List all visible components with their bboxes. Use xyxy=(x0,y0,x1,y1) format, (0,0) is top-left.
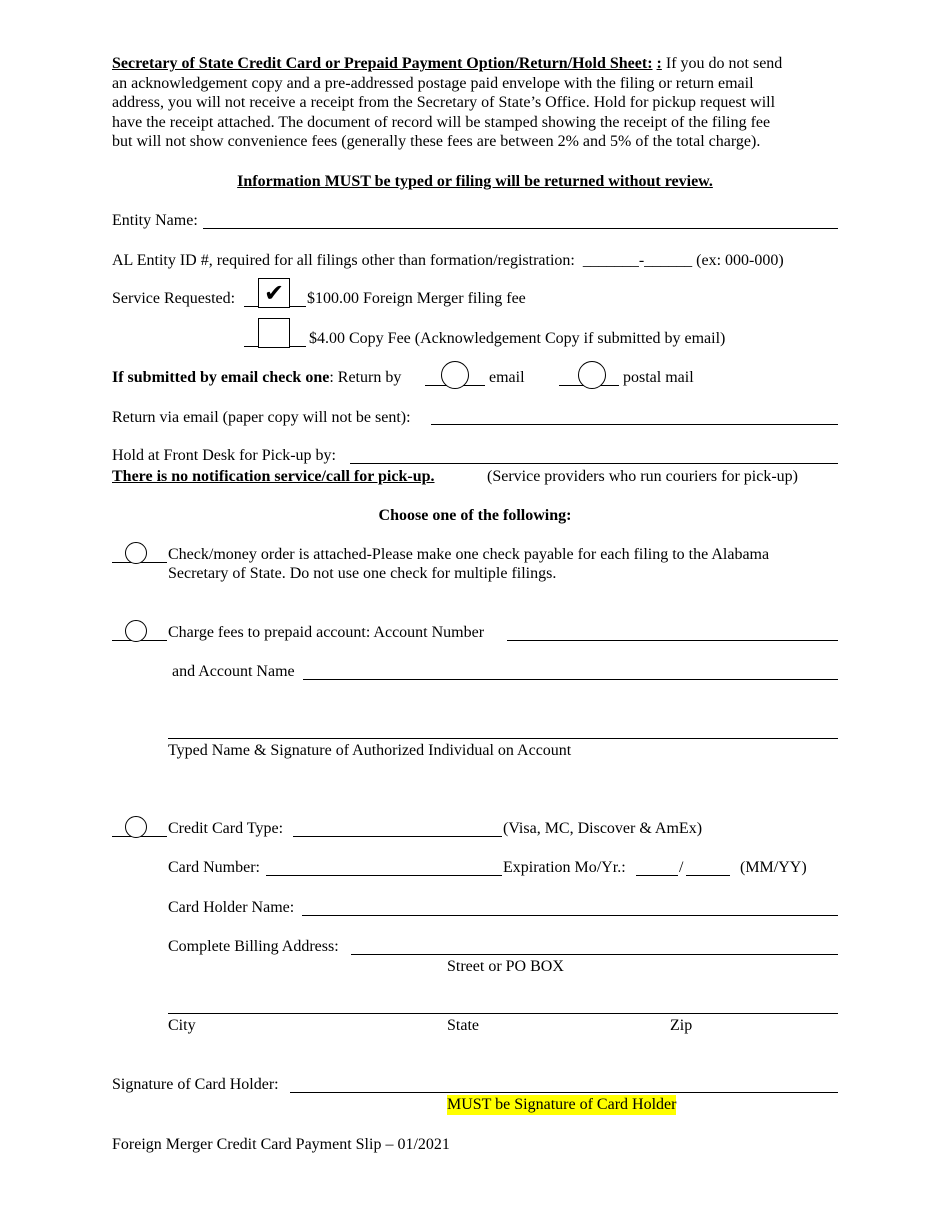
card-holder-field[interactable] xyxy=(302,915,838,916)
return-email-field[interactable] xyxy=(431,424,838,425)
entity-id-field[interactable]: _______-______ xyxy=(582,252,693,269)
email-radio[interactable] xyxy=(441,361,469,389)
email-check-text: : Return by xyxy=(329,369,402,386)
city-caption: City xyxy=(168,1017,196,1034)
expiration-year-field[interactable] xyxy=(686,875,730,876)
card-holder-label: Card Holder Name: xyxy=(168,899,295,916)
couriers-note: (Service providers who run couriers for pick-up) xyxy=(487,468,799,485)
must-signature-note: MUST be Signature of Card Holder xyxy=(447,1096,677,1113)
postal-option-label: postal mail xyxy=(623,369,694,386)
email-check-bold: If submitted by email check one xyxy=(112,369,330,386)
no-notification-note: There is no notification service/call for pick-up. xyxy=(112,468,435,485)
intro-colon: : xyxy=(656,55,662,72)
account-name-field[interactable] xyxy=(303,679,838,680)
email-option-label: email xyxy=(489,369,525,386)
intro-line-1-text: If you do not send xyxy=(661,55,783,72)
prepaid-label: Charge fees to prepaid account: Account Number xyxy=(168,624,485,641)
entity-id-row xyxy=(112,251,784,271)
card-holder-signature-field[interactable] xyxy=(290,1092,838,1093)
footer-text: Foreign Merger Credit Card Payment Slip – 01/2021 xyxy=(112,1136,450,1153)
account-name-label: and Account Name xyxy=(172,663,295,680)
intro-line-2: an acknowledgement copy and a pre-addressed postage paid envelope with the filing or return email xyxy=(112,75,754,92)
state-caption: State xyxy=(447,1017,479,1034)
billing-address-label: Complete Billing Address: xyxy=(168,938,339,955)
intro-line-1 xyxy=(112,54,782,74)
entity-id-example: (ex: 000-000) xyxy=(696,252,784,269)
prepaid-account-radio[interactable] xyxy=(125,620,147,642)
card-holder-signature-label: Signature of Card Holder: xyxy=(112,1076,279,1093)
card-type-field[interactable] xyxy=(293,836,502,837)
authorized-signature-caption: Typed Name & Signature of Authorized Individual on Account xyxy=(168,742,572,759)
intro-line-5: but will not show convenience fees (generally these fees are between 2% and 5% of the total charge). xyxy=(112,133,761,150)
expiration-slash: / xyxy=(679,859,684,876)
check-money-order-radio[interactable] xyxy=(125,542,147,564)
billing-street-field[interactable] xyxy=(351,954,838,955)
hold-label: Hold at Front Desk for Pick-up by: xyxy=(112,447,336,464)
intro-line-3: address, you will not receive a receipt from the Secretary of State’s Office. Hold for pickup request will xyxy=(112,94,776,111)
email-check-label xyxy=(112,368,401,388)
account-number-field[interactable] xyxy=(507,640,838,641)
entity-name-field[interactable] xyxy=(203,228,838,229)
expiration-month-field[interactable] xyxy=(636,875,678,876)
card-type-label: Credit Card Type: xyxy=(168,820,284,837)
postal-mail-radio[interactable] xyxy=(578,361,606,389)
card-number-label: Card Number: xyxy=(168,859,260,876)
service-label: Service Requested: xyxy=(112,290,236,307)
street-caption: Street or PO BOX xyxy=(447,958,564,975)
credit-card-radio[interactable] xyxy=(125,816,147,838)
expiration-label: Expiration Mo/Yr.: xyxy=(503,859,626,876)
card-number-field[interactable] xyxy=(266,875,502,876)
filing-fee-checkbox[interactable]: ✔ xyxy=(258,278,290,308)
entity-id-label: AL Entity ID #, required for all filings other than formation/registration: xyxy=(112,252,575,269)
copy-fee-label: $4.00 Copy Fee (Acknowledgement Copy if submitted by email) xyxy=(309,330,726,347)
zip-caption: Zip xyxy=(670,1017,693,1034)
authorized-signature-field[interactable] xyxy=(168,738,838,739)
billing-city-state-zip-field[interactable] xyxy=(168,1013,838,1014)
check-option-line-1: Check/money order is attached-Please make one check payable for each filing to the Alabama xyxy=(168,546,770,563)
return-email-label: Return via email (paper copy will not be sent): xyxy=(112,409,411,426)
typed-notice: Information MUST be typed or filing will be returned without review. xyxy=(237,173,713,190)
intro-line-4: have the receipt attached. The document of record will be stamped showing the receipt of the filing fee xyxy=(112,114,771,131)
expiration-hint: (MM/YY) xyxy=(740,859,807,876)
check-option-line-2: Secretary of State. Do not use one check for multiple filings. xyxy=(168,565,557,582)
filing-fee-label: $100.00 Foreign Merger filing fee xyxy=(307,290,526,307)
copy-fee-checkbox[interactable] xyxy=(258,318,290,348)
entity-name-label: Entity Name: xyxy=(112,212,198,229)
hold-field[interactable] xyxy=(350,463,838,464)
card-types-hint: (Visa, MC, Discover & AmEx) xyxy=(503,820,703,837)
choose-heading: Choose one of the following: xyxy=(378,507,572,524)
intro-heading: Secretary of State Credit Card or Prepaid Payment Option/Return/Hold Sheet: xyxy=(112,55,653,72)
